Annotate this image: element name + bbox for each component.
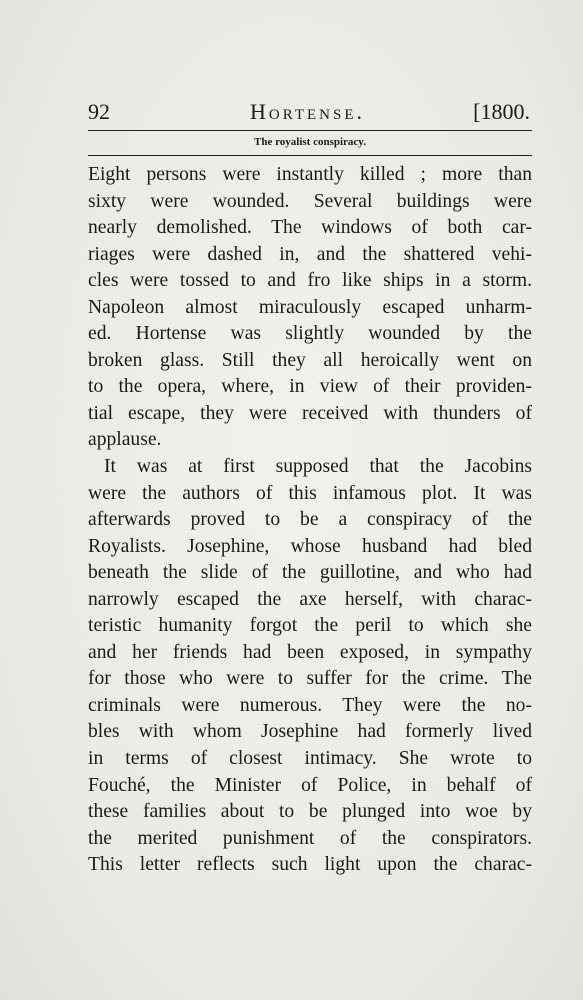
text-line: It was at first supposed that the Jacobins bbox=[104, 456, 532, 478]
page-number: 92 bbox=[88, 99, 110, 124]
text-line: Napoleon almost miraculously escaped unharm- bbox=[88, 296, 532, 318]
section-subheading: The royalist conspiracy. bbox=[254, 136, 366, 148]
text-line: sixty were wounded. Several buildings were bbox=[88, 190, 532, 212]
text-line: and her friends had been exposed, in sympathy bbox=[88, 641, 532, 663]
text-line: criminals were numerous. They were the no- bbox=[88, 694, 532, 716]
text-line: This letter reflects such light upon the charac- bbox=[88, 854, 532, 876]
text-line: in terms of closest intimacy. She wrote to bbox=[88, 748, 532, 770]
text-line: beneath the slide of the guillotine, and who had bbox=[88, 562, 532, 584]
header-rule-bottom bbox=[88, 155, 532, 156]
text-line: teristic humanity forgot the peril to which she bbox=[88, 615, 532, 637]
text-line: tial escape, they were received with thunders of bbox=[88, 402, 532, 424]
text-line: narrowly escaped the axe herself, with charac- bbox=[88, 588, 532, 610]
text-line: Royalists. Josephine, whose husband had bled bbox=[88, 535, 532, 557]
page-header bbox=[88, 97, 532, 127]
text-line: afterwards proved to be a conspiracy of the bbox=[88, 509, 532, 531]
text-line: to the opera, where, in view of their providen- bbox=[88, 376, 532, 398]
text-line: these families about to be plunged into woe by bbox=[88, 801, 532, 823]
text-line: broken glass. Still they all heroically went on bbox=[88, 349, 532, 371]
body-text bbox=[88, 162, 532, 879]
header-year: [1800. bbox=[473, 99, 530, 124]
text-line: Fouché, the Minister of Police, in behalf of bbox=[88, 774, 532, 796]
text-line: for those who were to suffer for the crime. The bbox=[88, 668, 532, 690]
text-line: riages were dashed in, and the shattered vehi- bbox=[88, 243, 532, 265]
text-line: Eight persons were instantly killed ; more than bbox=[88, 164, 532, 185]
paragraph-2 bbox=[88, 454, 532, 879]
paragraph-1 bbox=[88, 162, 532, 454]
running-title: Hortense. bbox=[250, 99, 365, 124]
text-line: applause. bbox=[88, 429, 162, 451]
text-line: ed. Hortense was slightly wounded by the bbox=[88, 323, 532, 345]
header-rule-top bbox=[88, 130, 532, 131]
text-line: the merited punishment of the conspirators. bbox=[88, 827, 532, 849]
text-line: cles were tossed to and fro like ships in a storm. bbox=[88, 270, 532, 292]
text-line: nearly demolished. The windows of both car- bbox=[88, 217, 532, 239]
text-line: were the authors of this infamous plot. It was bbox=[88, 482, 532, 504]
text-line: bles with whom Josephine had formerly lived bbox=[88, 721, 532, 743]
